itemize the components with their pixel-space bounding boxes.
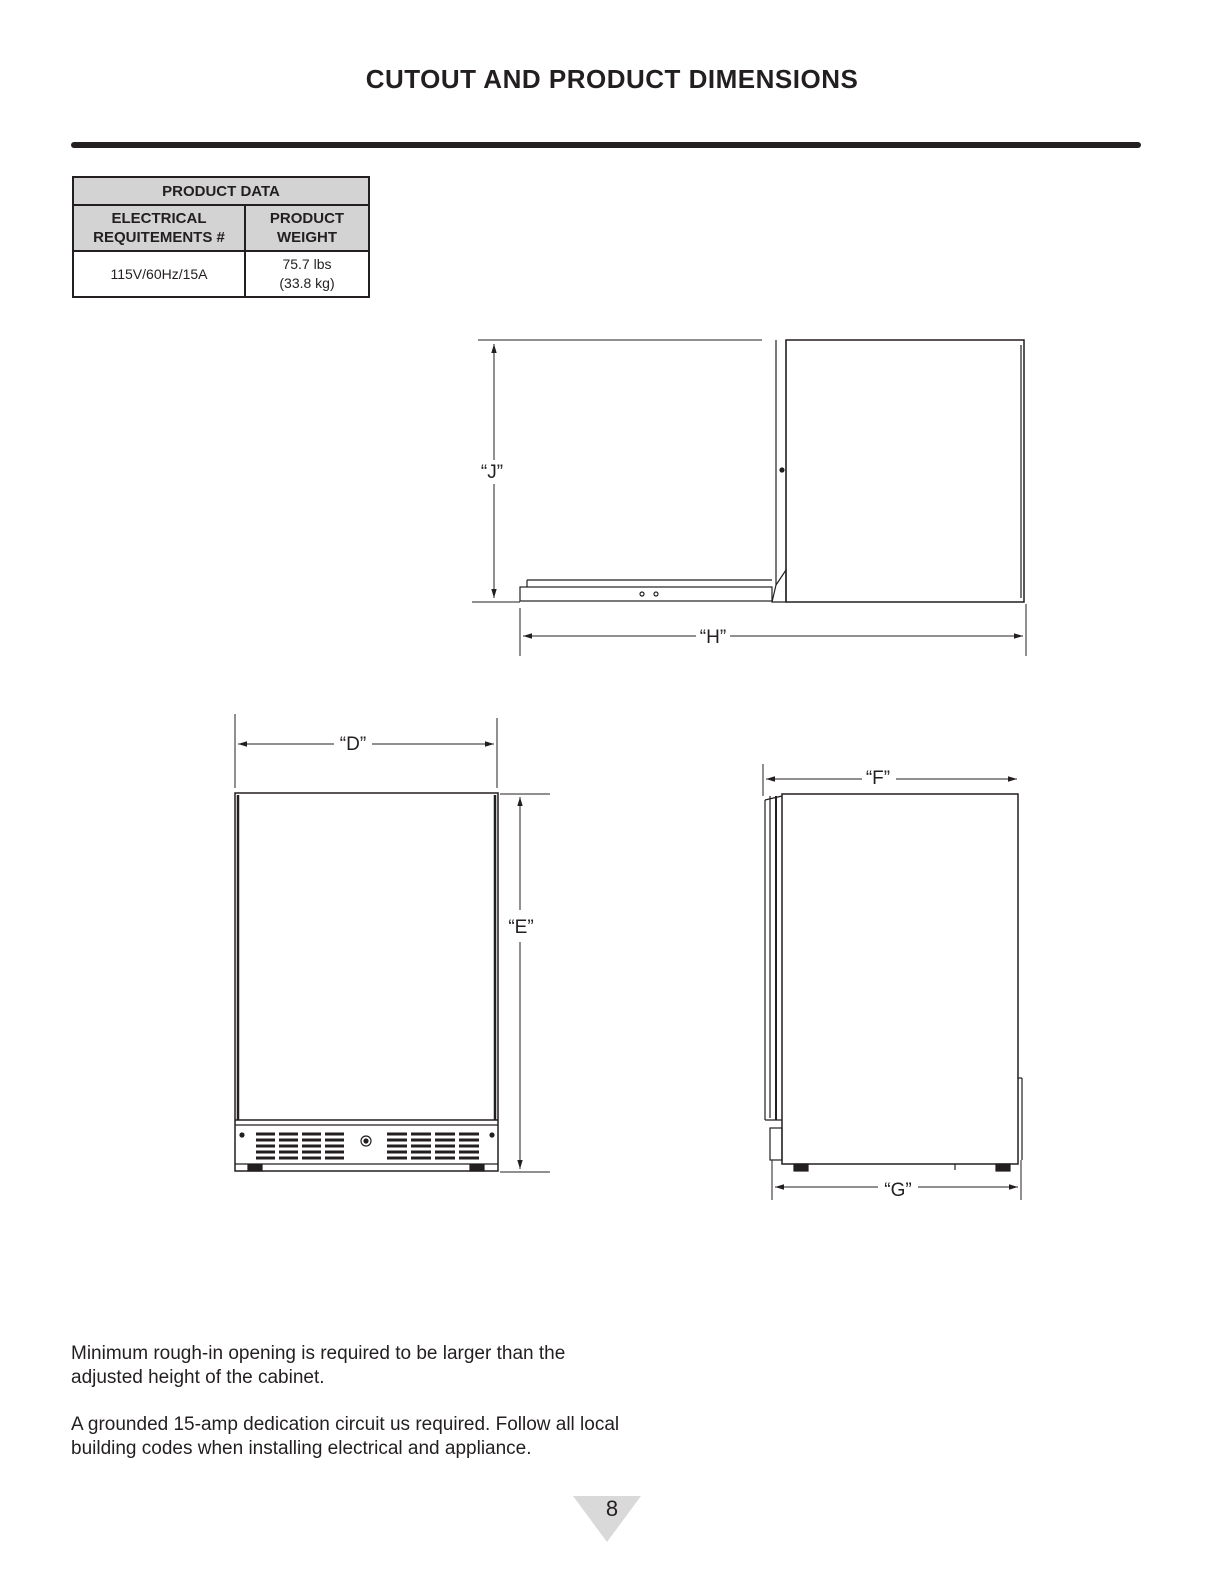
weight-header-line1: PRODUCT — [269, 210, 345, 227]
note-rough-in: Minimum rough-in opening is required to be larger than the adjusted height of the cabinet. — [71, 1343, 566, 1388]
front-view-drawing — [235, 714, 550, 1172]
product-data-header: PRODUCT DATA — [73, 177, 369, 205]
dimension-e-label: “E” — [508, 917, 534, 938]
note-electrical-circuit: A grounded 15-amp dedication circuit us required. Follow all local building codes when installing electrical and appliance. — [71, 1414, 620, 1459]
weight-kg: (33.8 kg) — [279, 275, 335, 291]
page-title: CUTOUT AND PRODUCT DIMENSIONS — [365, 64, 859, 94]
page-number: 8 — [605, 1496, 619, 1521]
side-view-drawing — [763, 764, 1022, 1200]
dimension-h-label: “H” — [699, 627, 727, 648]
electrical-header-line1: ELECTRICAL — [111, 210, 207, 227]
weight-header-line2: WEIGHT — [277, 229, 337, 246]
dimension-f-label: “F” — [865, 768, 891, 789]
dimension-g-label: “G” — [884, 1180, 912, 1201]
top-view-drawing — [472, 340, 1026, 656]
weight-lbs: 75.7 lbs — [282, 256, 332, 272]
dimension-j-label: “J” — [480, 462, 504, 483]
dimension-d-label: “D” — [339, 734, 367, 755]
electrical-header-line2: REQUITEMENTS # — [93, 229, 225, 246]
electrical-value: 115V/60Hz/15A — [73, 251, 245, 297]
